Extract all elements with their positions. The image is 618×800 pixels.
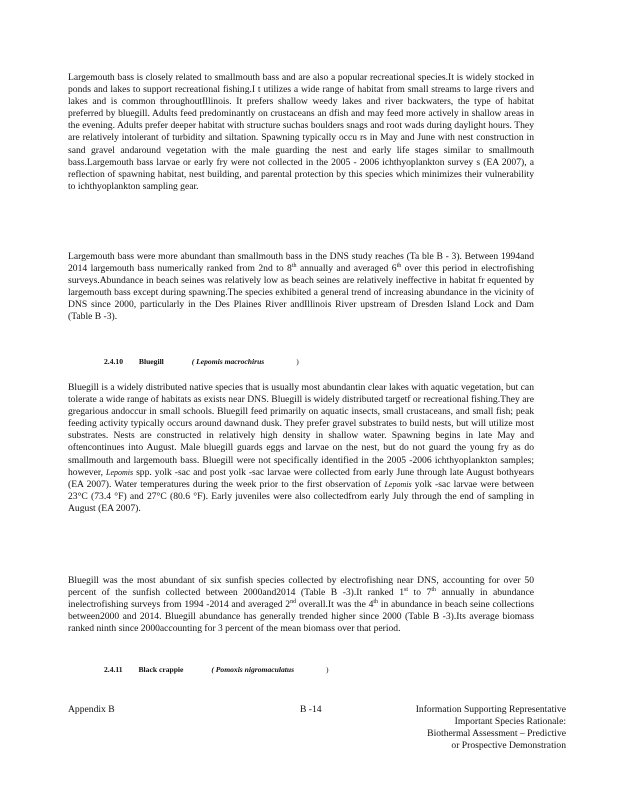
genus-name: Lepomis [106,467,134,477]
paragraph-text: in abundance in beach seine collections between2000 and 2014. Bluegill abundance has generally trended higher since 2000 (Table B -3).Its average biomass ranked ninth since 2000accounting for 3 percent of the mean biomass over that period. [68,599,535,635]
footer-title-line: or Prospective Demonstration [451,740,566,751]
paragraph-text: Bluegill is a widely distributed native species that is usually most abundantin clear lakes with aquatic vegetation, but can tolerate a wide range of habitats as exists near DNS. Bluegill is widely distributed targetf or recreational fishing.They are gregarious andoccur in small schools. Bluegill feed primarily on aquatic insects, small crustaceans, and small fish; peak feeding activity typically occurs around dawnand dusk. They prefer gravel substrates to build nests, but will utilize most substrates. Nests are constructed in relatively high density in shallow water. Spawning begins in late May and oftencontinues into August. Male bluegill guards eggs and larvae on the nest, but do not guard the young fry as do smallmouth and largemouth bass. Bluegill were not specifically identified in the 2005 -2006 ichthyoplankton samples; however, [68,382,534,478]
genus-name: Lepomis [384,479,412,489]
footer-document-title [378,704,566,752]
paragraph-text: Largemouth bass were more abundant than smallmouth bass in the DNS study reaches (Ta ble B - 3). Between 1994and 2014 largemouth bass numerically ranked from 2nd to 8 [68,251,534,275]
paragraph-text: yolk -sac larvae were between 23°C (73.4 °F) and 27°C (80.6 °F). Early juveniles were also collectedfrom early July through the end of sampling in August (EA 2007). [68,478,534,514]
heading-close-paren: ) [296,357,299,366]
section-heading-2-4-11 [104,665,328,674]
paragraph-text: overall.It was the 4 [298,599,374,611]
section-number: 2.4.10 [104,357,123,366]
species-common-name: Black crappie [138,665,184,674]
footer-title-line: Information Supporting Representative [415,704,566,715]
species-common-name: Bluegill [138,357,164,366]
ordinal-superscript: st [404,586,409,593]
paragraph-text: annually and averaged 6 [299,263,397,275]
footer-appendix-label: Appendix B [68,704,115,715]
ordinal-superscript: th [373,599,379,605]
ordinal-superscript: nd [290,599,297,605]
ordinal-superscript: th [291,262,297,269]
section-heading-2-4-10 [104,357,299,366]
ordinal-superscript: th [396,262,402,269]
species-scientific-name: ( Lepomis macrochirus [191,357,265,366]
paragraph-text: spp. yolk -sac and post yolk -sac larvae were collected from early June through late August bothyears (EA 2007). Water temperatures during the week prior to the first observation of [68,466,534,490]
paragraph-text: over this period in electrofishing surveys.Abundance in beach seines was relatively low as beach seines are relatively ineffective in habitat fr equented by largemouth bass except during spawning.The species exhibited a general trend of increasing abundance in the vicinity of DNS since 2000, particularly in the Des Plaines River andIllinois River upstream of Dresden Island Lock and Dam (Table B -3). [68,263,535,323]
section-number: 2.4.11 [104,665,123,674]
largemouth-bass-paragraph-2 [68,251,534,324]
footer-title-line: Biothermal Assessment – Predictive [427,728,566,739]
paragraph-text: to 7 [413,587,432,599]
footer-title-line: Important Species Rationale: [454,716,566,727]
species-scientific-name: ( Pomoxis nigromaculatus [211,665,295,674]
heading-close-paren: ) [325,665,329,674]
largemouth-bass-paragraph-1 [68,72,534,193]
bluegill-paragraph-2 [68,575,534,635]
paragraph-text: annually in abundance inelectrofishing surveys from 1994 -2014 and averaged 2 [68,587,534,611]
footer-page-number: B -14 [300,704,322,715]
ordinal-superscript: th [431,586,436,593]
bluegill-paragraph-1 [68,382,534,515]
paragraph-text: Bluegill was the most abundant of six sunfish species collected by electrofishing near DNS, accounting for over 50 percent of the sunfish collected between 2000and2014 (Table B -3).It ranked 1 [68,575,534,599]
paragraph-text: Largemouth bass is closely related to smallmouth bass and are also a popular recreational species.It is widely stocked in ponds and lakes to support recreational fishing.I t utilizes a wide range of habitat from small streams to large rivers and lakes and is common throughoutIllinois. It prefers shallow weedy lakes and river backwaters, the type of habitat preferred by bluegill. Adults feed predominantly on crustaceans an dfish and may feed more actively in shallow areas in the evening. Adults prefer deeper habitat with structure suchas boulders snags and root wads during daylight hours. They are relatively intolerant of turbidity and siltation. Spawning typically occu rs in May and June with nest construction in sand gravel andaround vegetation with the male guarding the nest and early life stages similar to smallmouth bass.Largemouth bass larvae or early fry were not collected in the 2005 - 2006 ichthyoplankton survey s (EA 2007), a reflection of spawning habitat, nest building, and parental protection by this species which minimizes their vulnerability to ichthyoplankton sampling gear. [68,72,534,192]
